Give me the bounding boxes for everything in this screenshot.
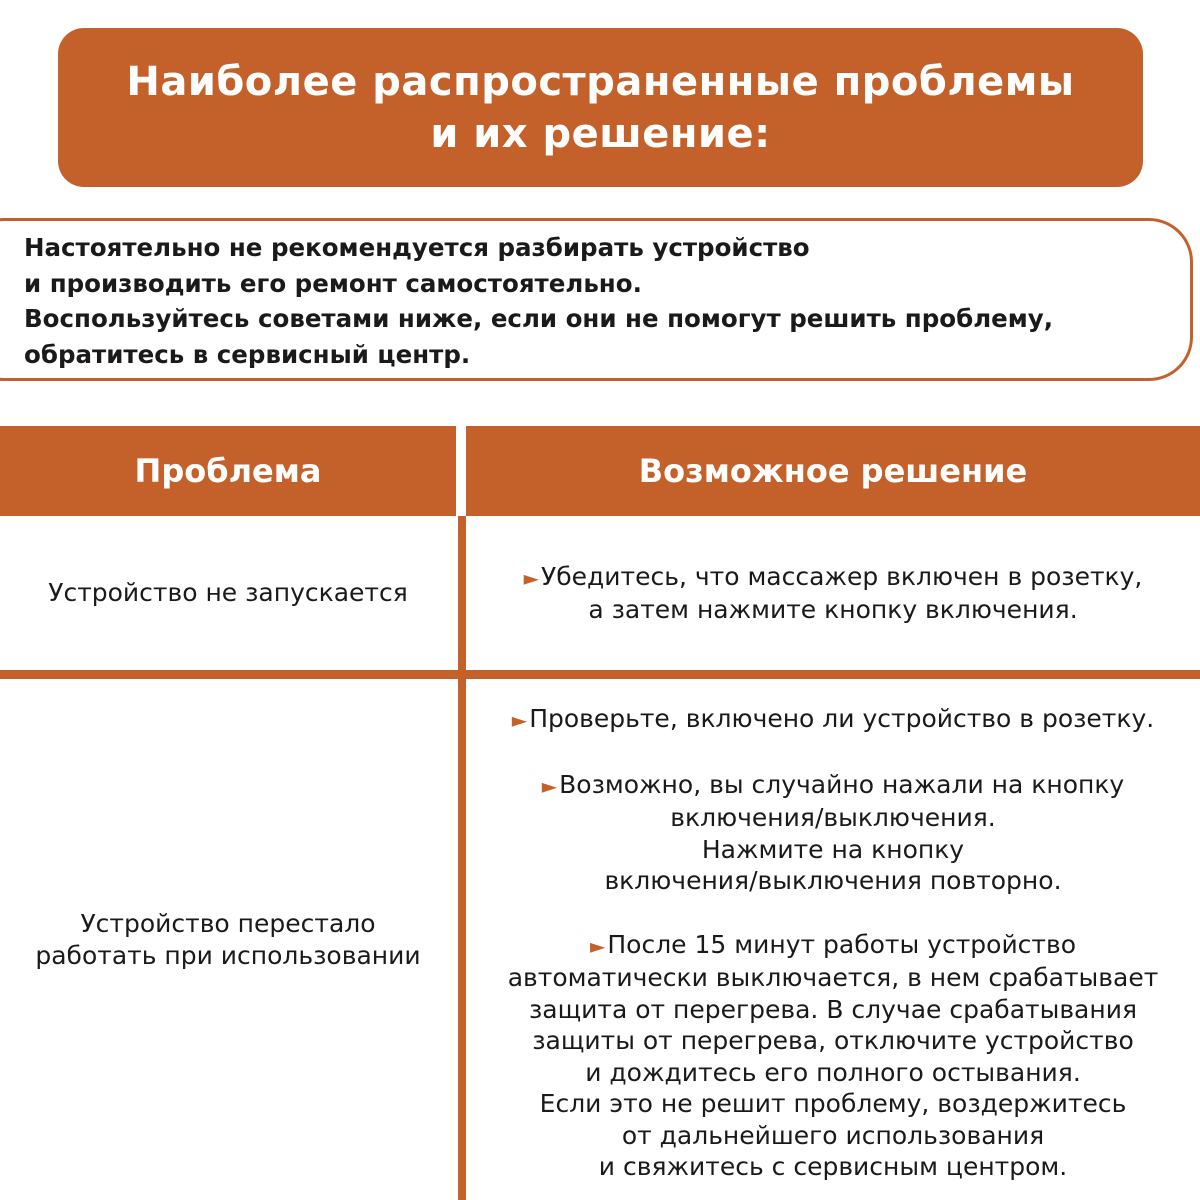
warning-line-3: Воспользуйтесь советами ниже, если они не помогут решить проблему, [24,304,1054,333]
title-banner [58,28,1143,187]
row1-solution [466,516,1200,670]
row1-solution-line-1: Убедитесь, что массажер включен в розетку, [540,561,1143,591]
column-divider [458,516,466,1200]
triangle-right-icon: ► [523,565,539,590]
warning-line-1: Настоятельно не рекомендуется разбирать устройство [24,233,810,262]
triangle-right-icon: ► [589,933,606,958]
triangle-right-icon: ► [541,773,558,798]
warning-text [24,230,1194,372]
triangle-right-icon: ► [511,708,528,732]
solution-paragraph-1: ►Проверьте, включено ли устройство в розетку. [511,704,1155,733]
solution-paragraph-3: ►После 15 минут работы устройство автоматически выключается, в нем срабатывает защита от перегрева. В случае срабатывания защиты от перегрева, отключите устройство и дождитесь его полного остывания. Если это не решит проблему, воздержитесь от дальнейшего использования и свяжитесь с сервисным центром. [507,929,1159,1181]
warning-line-4: обратитесь в сервисный центр. [24,339,471,369]
row2-problem-line-1: Устройство перестало [80,909,376,938]
row-divider [0,670,1200,679]
row2-solution [466,679,1200,1200]
row2-problem-line-2: работать при использовании [35,940,421,970]
title-line-1: Наиболее распространенные проблемы [126,58,1075,105]
warning-line-2: и производить его ремонт самостоятельно. [24,268,642,298]
row2-problem [0,679,456,1200]
title-line-2: и их решение: [430,110,771,157]
header-problem: Проблема [0,426,456,516]
row1-problem [0,516,456,670]
solution-paragraph-2: ►Возможно, вы случайно нажали на кнопку включения/выключения. Нажмите на кнопку включения/выключения повторно. [541,769,1125,895]
row1-problem-text: Устройство не запускается [48,578,408,608]
row1-solution-line-2: а затем нажмите кнопку включения. [588,595,1078,624]
header-solution: Возможное решение [466,426,1200,516]
